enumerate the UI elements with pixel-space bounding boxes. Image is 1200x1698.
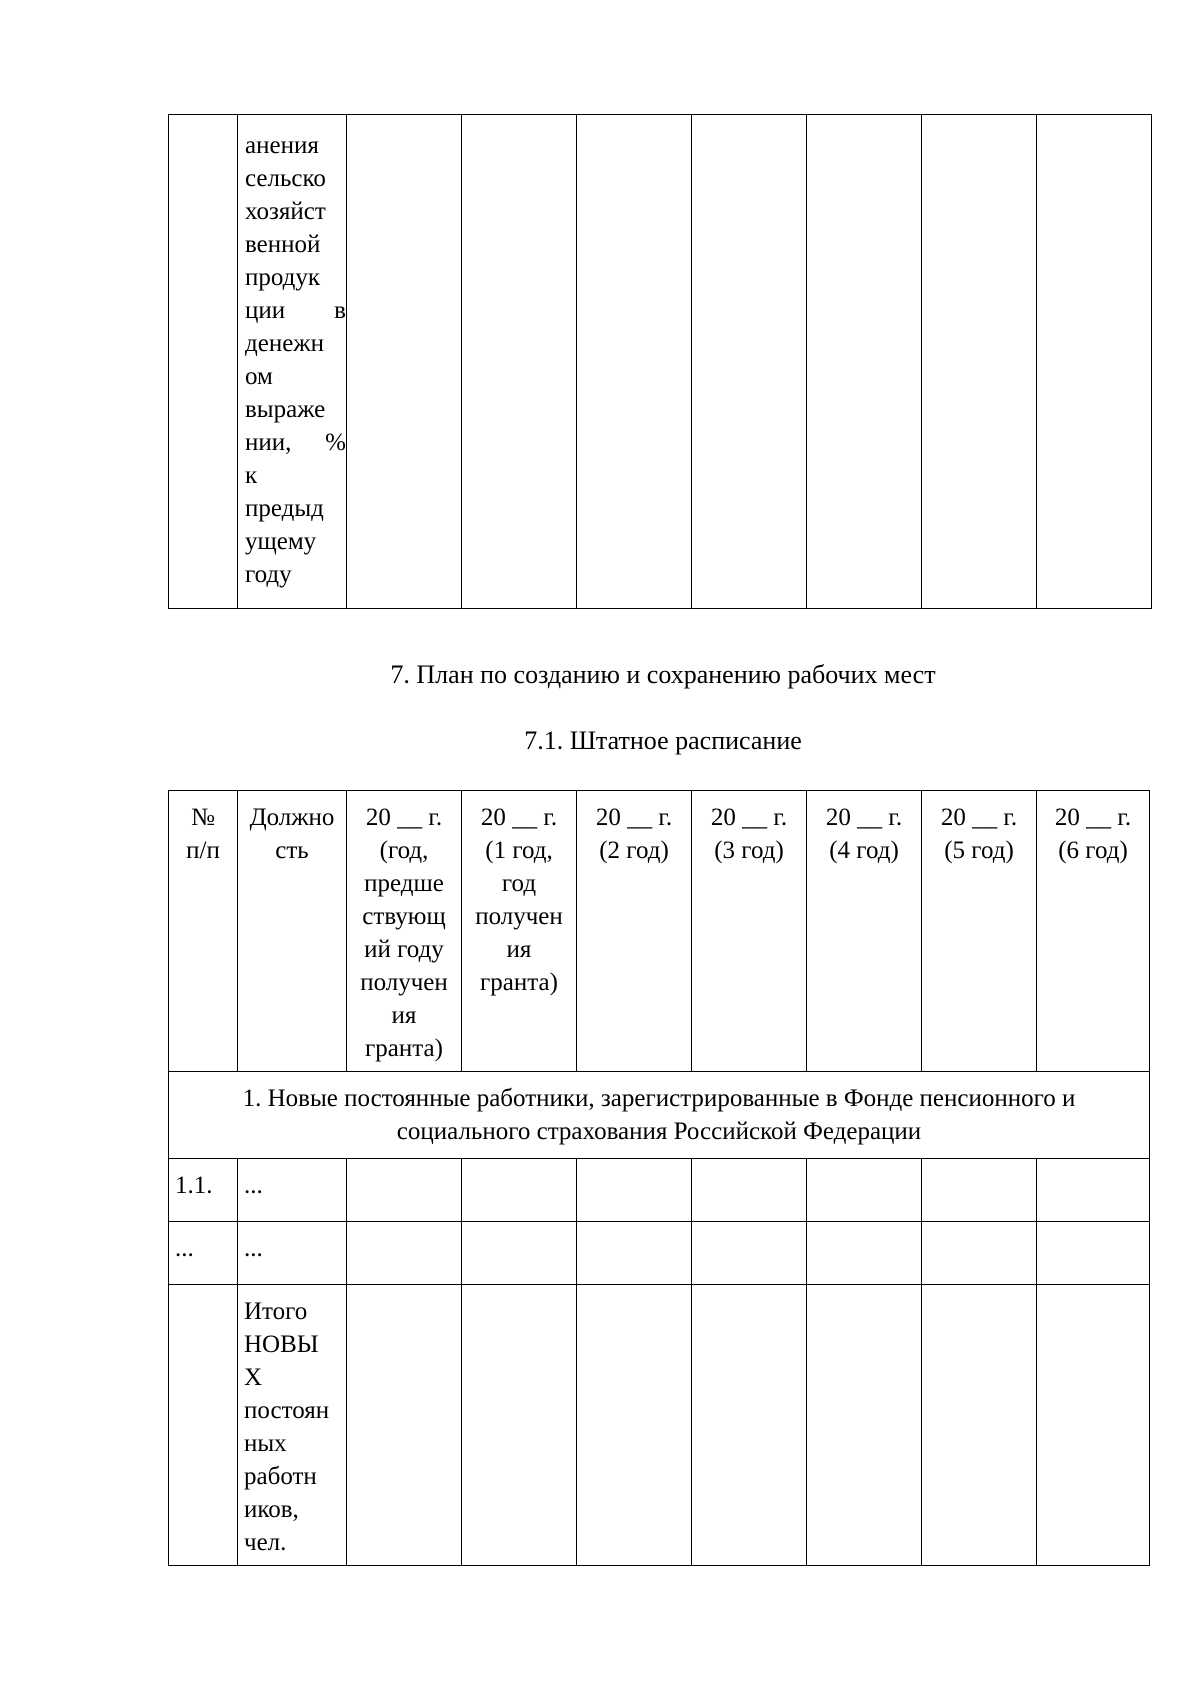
value-cell	[692, 1285, 807, 1566]
value-cell	[807, 1159, 922, 1222]
header-line: сть	[275, 837, 309, 864]
total-label-line: постоян	[244, 1397, 330, 1424]
label-line: ции в	[245, 297, 346, 324]
header-year-6	[1037, 791, 1150, 1072]
header-line: (6 год)	[1058, 837, 1128, 864]
total-row	[169, 1285, 1150, 1566]
label-line: венной	[245, 231, 321, 258]
total-label-line: работн	[244, 1463, 317, 1490]
value-cell	[347, 1285, 462, 1566]
value-cell	[807, 1222, 922, 1285]
total-label-line: ных	[244, 1430, 287, 1457]
header-line: (4 год)	[829, 837, 899, 864]
staffing-table	[168, 790, 1150, 1566]
header-line: 20 __ г.	[710, 804, 788, 831]
header-line: (1 год,	[485, 837, 553, 864]
num-cell	[169, 115, 238, 609]
value-cell	[922, 1222, 1037, 1285]
value-cell	[1037, 1285, 1150, 1566]
header-line: 20 __ г.	[595, 804, 673, 831]
value-cell	[922, 1285, 1037, 1566]
label-line: денежн	[245, 330, 324, 357]
header-line: ствующ	[362, 903, 446, 930]
continued-table	[168, 114, 1152, 609]
header-line: (год,	[379, 837, 429, 864]
value-cell	[1037, 1159, 1150, 1222]
table-row	[169, 1159, 1150, 1222]
label-line: выраже	[245, 396, 326, 423]
label-line: ом	[245, 363, 273, 390]
indicator-label-cell	[238, 115, 347, 609]
header-line: (3 год)	[714, 837, 784, 864]
value-cell	[922, 1159, 1037, 1222]
label-line: хозяйст	[245, 198, 326, 225]
label-line: продук	[245, 264, 321, 291]
header-line: (5 год)	[944, 837, 1014, 864]
label-line: предыд	[245, 495, 324, 522]
value-cell	[692, 1222, 807, 1285]
header-year-0	[347, 791, 462, 1072]
header-line: 20 __ г.	[1054, 804, 1132, 831]
header-line: ий году	[364, 936, 444, 963]
value-cell	[347, 115, 462, 609]
value-cell	[577, 1222, 692, 1285]
label-line: к	[245, 462, 258, 489]
value-cell	[922, 115, 1037, 609]
value-cell	[462, 115, 577, 609]
row-num: ...	[169, 1222, 238, 1285]
value-cell	[692, 1159, 807, 1222]
section-heading: 7. План по созданию и сохранению рабочих мест	[390, 660, 936, 689]
header-line: получен	[475, 903, 563, 930]
header-position	[238, 791, 347, 1072]
value-cell	[692, 115, 807, 609]
header-line: №	[191, 804, 215, 831]
label-line: нии, %	[245, 429, 346, 456]
total-label-line: чел.	[244, 1529, 287, 1556]
header-line: ия	[506, 936, 532, 963]
subsection-heading: 7.1. Штатное расписание	[524, 726, 802, 755]
label-line: сельско	[245, 165, 326, 192]
value-cell	[1037, 115, 1152, 609]
value-cell	[577, 1285, 692, 1566]
header-num	[169, 791, 238, 1072]
group-title-line: 1. Новые постоянные работники, зарегистрированные в Фонде пенсионного и	[242, 1085, 1076, 1112]
label-line: году	[245, 561, 292, 588]
value-cell	[1037, 1222, 1150, 1285]
header-line: п/п	[186, 837, 220, 864]
header-line: гранта)	[365, 1035, 443, 1062]
value-cell	[577, 1159, 692, 1222]
header-line: 20 __ г.	[365, 804, 443, 831]
header-line: год	[501, 870, 537, 897]
value-cell	[462, 1285, 577, 1566]
table-row	[169, 1222, 1150, 1285]
total-label-line: НОВЫ	[244, 1331, 319, 1358]
value-cell	[462, 1159, 577, 1222]
group-title-line: социального страхования Российской Федерации	[396, 1118, 922, 1145]
row-num: 1.1.	[169, 1159, 238, 1222]
header-line: Должно	[249, 804, 335, 831]
row-position: ...	[238, 1159, 347, 1222]
header-line: (2 год)	[599, 837, 669, 864]
header-year-3	[692, 791, 807, 1072]
total-label-line: Х	[244, 1364, 263, 1391]
total-label	[238, 1285, 347, 1566]
header-line: получен	[360, 969, 448, 996]
header-year-5	[922, 791, 1037, 1072]
value-cell	[807, 1285, 922, 1566]
label-line: анения	[245, 132, 319, 159]
value-cell	[807, 115, 922, 609]
header-year-1	[462, 791, 577, 1072]
label-line: ущему	[245, 528, 317, 555]
header-line: ия	[391, 1002, 417, 1029]
group-title	[169, 1072, 1150, 1159]
header-line: предше	[364, 870, 444, 897]
value-cell	[462, 1222, 577, 1285]
header-year-2	[577, 791, 692, 1072]
value-cell	[347, 1159, 462, 1222]
value-cell	[577, 115, 692, 609]
group-row	[169, 1072, 1150, 1159]
header-row	[169, 791, 1150, 1072]
header-line: 20 __ г.	[825, 804, 903, 831]
value-cell	[347, 1222, 462, 1285]
total-label-line: иков,	[244, 1496, 299, 1523]
row-num	[169, 1285, 238, 1566]
row-position: ...	[238, 1222, 347, 1285]
header-line: гранта)	[480, 969, 558, 996]
total-label-line: Итого	[244, 1298, 308, 1325]
header-line: 20 __ г.	[480, 804, 558, 831]
header-line: 20 __ г.	[940, 804, 1018, 831]
table-row	[169, 115, 1152, 609]
header-year-4	[807, 791, 922, 1072]
